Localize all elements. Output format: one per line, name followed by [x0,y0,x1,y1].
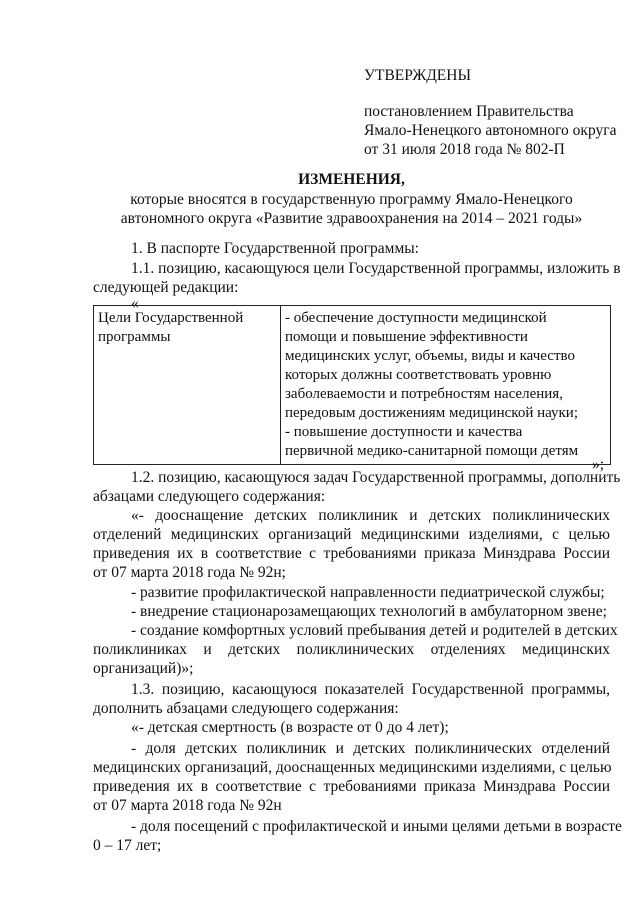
approval-line-1: постановлением Правительства [364,103,574,120]
goals-line: заболеваемости и потребностям населения, [285,386,563,402]
document-subtitle-line-1: которые вносятся в государственную программу Ямало-Ненецкого [130,191,573,208]
goals-label-cell [94,306,281,465]
paragraph-1-3-line-8: - доля посещений с профилактической и иными целями детьми в возрасте [131,818,622,835]
goals-label: Цели Государственной программы [98,310,244,345]
paragraph-1-2-line-5: приведения их в соответствие с требованиями приказа Минздрава России [93,545,610,562]
paragraph-1-3-line-1: 1.3. позицию, касающуюся показателей Государственной программы, [131,681,610,698]
paragraph-1-2-line-7: - развитие профилактической направленности педиатрической службы; [131,584,605,601]
goals-content-cell [281,306,611,465]
approval-line-3: от 31 июля 2018 года № 802-П [364,141,565,158]
paragraph-1-3-line-3: «- детская смертность (в возрасте от 0 до 4 лет); [131,719,449,736]
goals-table [93,305,611,465]
document-subtitle-line-2: автономного округа «Развитие здравоохранения на 2014 – 2021 годы» [120,210,583,227]
document-title: ИЗМЕНЕНИЯ, [298,171,405,188]
goals-line: первичной медико-санитарной помощи детям [285,443,579,459]
open-quote: « [131,295,139,312]
paragraph-1-3-line-9: 0 – 17 лет; [93,837,162,854]
paragraph-1-2-line-1: 1.2. позицию, касающуюся задач Государственной программы, дополнить [131,469,621,486]
goals-line: помощи и повышение эффективности [285,329,528,345]
paragraph-1-3-line-5: медицинских организаций, дооснащенных медицинскими изделиями, с целью [93,759,612,776]
table-row [94,306,611,465]
paragraph-1-2-line-11: организаций)»; [93,660,194,677]
goals-line: - обеспечение доступности медицинской [285,310,547,326]
paragraph-1-2-line-10: поликлиниках и детских поликлинических отделениях медицинских [93,641,610,658]
paragraph-1-3-line-7: от 07 марта 2018 года № 92н [93,797,282,814]
approval-line-2: Ямало-Ненецкого автономного округа [364,122,617,139]
paragraph-1-2-line-2: абзацами следующего содержания: [93,488,326,505]
section-1-heading: 1. В паспорте Государственной программы: [131,240,419,257]
close-quote: »; [592,456,605,473]
goals-line: медицинских услуг, объемы, виды и качество [285,348,575,364]
paragraph-1-2-line-8: - внедрение стационарозамещающих технологий в амбулаторном звене; [131,603,607,620]
paragraph-1-3-line-2: дополнить абзацами следующего содержания: [93,700,399,717]
goals-line: - повышение доступности и качества [285,424,523,440]
goals-line: передовым достижениям медицинской науки; [285,405,579,421]
paragraph-1-3-line-4: - доля детских поликлиник и детских поликлинических отделений [131,740,610,757]
paragraph-1-2-line-9: - создание комфортных условий пребывания детей и родителей в детских [131,622,618,639]
paragraph-1-3-line-6: приведения их в соответствие с требованиями приказа Минздрава России [93,778,610,795]
goals-line: которых должны соответствовать уровню [285,367,552,383]
paragraph-1-2-line-6: от 07 марта 2018 года № 92н; [93,564,286,581]
paragraph-1-2-line-4: отделений медицинских организаций медицинскими изделиями, с целью [93,526,610,543]
paragraph-1-2-line-3: «- дооснащение детских поликлиник и детских поликлинических [131,507,610,524]
paragraph-1-1-line-2: следующей редакции: [93,279,239,296]
approval-heading: УТВЕРЖДЕНЫ [364,67,471,84]
paragraph-1-1-line-1: 1.1. позицию, касающуюся цели Государственной программы, изложить в [131,260,621,277]
